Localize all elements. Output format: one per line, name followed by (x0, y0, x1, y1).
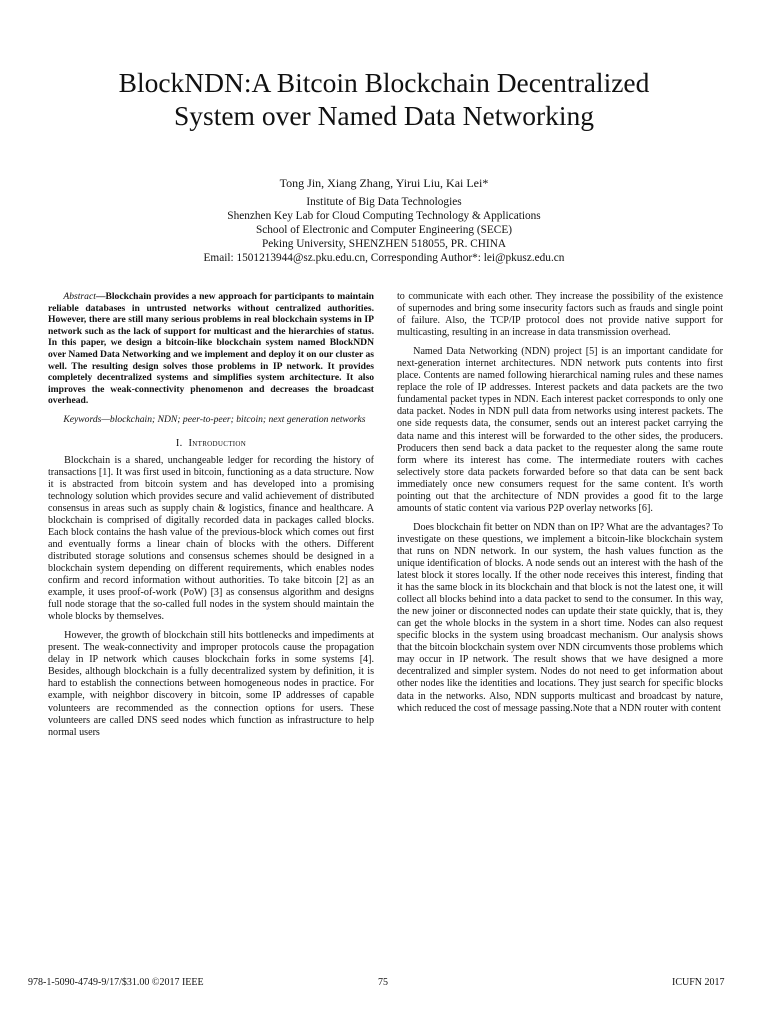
title-line-2: System over Named Data Networking (173, 100, 595, 131)
left-column (48, 291, 374, 746)
body-paragraph: to communicate with each other. They increase the possibility of the existence of supernodes and bring some insecurity factors such as frauds and single point of failure. Also, the TCP/IP protocol does not provide native support for multicasting, resulting in an increase in data transmission overhead. (397, 291, 723, 339)
author-block (60, 176, 708, 265)
body-paragraph: Named Data Networking (NDN) project [5] is an important candidate for next-generation internet architectures. NDN network puts contents into first place. Contents are named following hierarchical naming rules and these names replace the role of IP addresses. Interest packets and data packets are the two fundamental packet types in NDN. Each interest packet corresponds to only one data packet. Nodes in NDN pull data from networks using interest packets. The one side requests data, the consumer, sends out an interest packet carrying the data name and this interest will be forwarded to the other sides, the producers. Producers then send back a data packet to the requester along the same route form where its interest has come. The intermediate routers with caches selectively store data packets forwarded before so that data can be sent back immediately once new consumers request for the same content. It's worth pointing out that the architecture of NDN provides a good fit to the large amounts of static content via various P2P overlay networks [6]. (397, 346, 723, 514)
affiliation-line: Institute of Big Data Technologies (306, 196, 462, 208)
affiliation-line: Peking University, SHENZHEN 518055, PR. CHINA (261, 238, 507, 250)
section-title: Introduction (188, 437, 247, 449)
affiliation-line: Shenzhen Key Lab for Cloud Computing Technology & Applications (227, 210, 541, 222)
abstract-text: —Blockchain provides a new approach for participants to maintain reliable databases in untrusted networks without centralized authorities. However, there are still many serious problems in real blockchain systems in IP network such as the lack of support for multicast and the hierarchies of status. In this paper, we design a bitcoin-like blockchain system named BlockNDN over Named Data Networking and we implement and deploy it on our cluster as well. The resulting design solves those problems in IP network. It provides completely decentralized systems and simplifies system architecture. It also improves the weak-connectivity phenomenon and decreases the broadcast overhead. (48, 291, 374, 407)
right-column (397, 291, 723, 722)
affiliation-line: School of Electronic and Computer Engineering (SECE) (255, 224, 512, 236)
page-number: 75 (378, 977, 388, 988)
keywords: Keywords—blockchain; NDN; peer-to-peer; bitcoin; next generation networks (63, 413, 366, 425)
abstract (48, 291, 374, 407)
section-number: I. (175, 437, 183, 449)
body-paragraph: Blockchain is a shared, unchangeable ledger for recording the history of transactions [1]. It was first used in bitcoin, functioning as a data structure. Now it is abstracted from bitcoin system and has developed into a promising technology solution which provides secure and valid achievement of distributed consensus in areas such as supply chain & logistics, finance and healthcare. A blockchain is comprised of digitally recorded data in packages called blocks. Each block contains the hash value of the previous-block which comes out first and eventually forms a linear chain of blocks with the others. Different distributed storage solutions and consensus schemes should be designed in a blockchain system depending on different requirements, which enables nodes confirm and record information without authorities. To take bitcoin [2] as an example, it uses proof-of-work (PoW) [3] as consensus algorithm and designs full node storage that the so-called full nodes in the system should maintain the whole blocks by themselves. (48, 454, 374, 623)
body-paragraph: Does blockchain fit better on NDN than on IP? What are the advantages? To investigate on these questions, we implement a bitcoin-like blockchain system that runs on NDN network. In our system, the hash values function as the unique identification of blocks. A node sends out an interest with the hash of the latest block it stores locally. If the other node receives this interest, finding that it has the same block in its blockchain and that block is not the latest one, it will collect all blocks behind into a data packet to send to the consumer. In this way, the new joiner or disconnected nodes can update their state quickly, that is, they can get the whole blocks in the system in a short time. Nodes can also request specific blocks in the system using broadcast mechanism. Our analysis shows that the bitcoin blockchain system over NDN circumvents those problems which may occur in IP network. The result shows that we have designed a more decentralized and simpler system. Nodes do not need to get information about other nodes like the identities and locations. They just search for specific blocks data in the networks. Also, NDN supports multicast and broadcast by nature, which reduced the cost of message passing.Note that a NDN router with content (397, 521, 723, 714)
author-names: Tong Jin, Xiang Zhang, Yirui Liu, Kai Lei* (279, 176, 489, 190)
abstract-label: Abstract (63, 291, 96, 302)
title-line-1: BlockNDN:A Bitcoin Blockchain Decentralized (118, 67, 650, 98)
footer-conference: ICUFN 2017 (672, 977, 725, 988)
body-paragraph: However, the growth of blockchain still hits bottlenecks and impediments at present. The weak-connectivity and improper protocols cause the propagation delay in IP network which causes blockchain forks in some systems [4]. Besides, although blockchain is a fully decentralized system by definition, it is hard to establish the connections between homogeneous nodes in practice. For example, with neighbor discovery in bitcoin, some IP addresses of capable volunteers are recommended as the connection options for users. These volunteers are called DNS seed nodes which function as infrastructure to help normal users (48, 630, 374, 738)
footer-copyright: 978-1-5090-4749-9/17/$31.00 ©2017 IEEE (28, 977, 204, 988)
affiliation-email: Email: 1501213944@sz.pku.edu.cn, Corresponding Author*: lei@pkusz.edu.cn (203, 252, 565, 264)
section-heading (48, 438, 374, 450)
paper-title (40, 66, 728, 132)
